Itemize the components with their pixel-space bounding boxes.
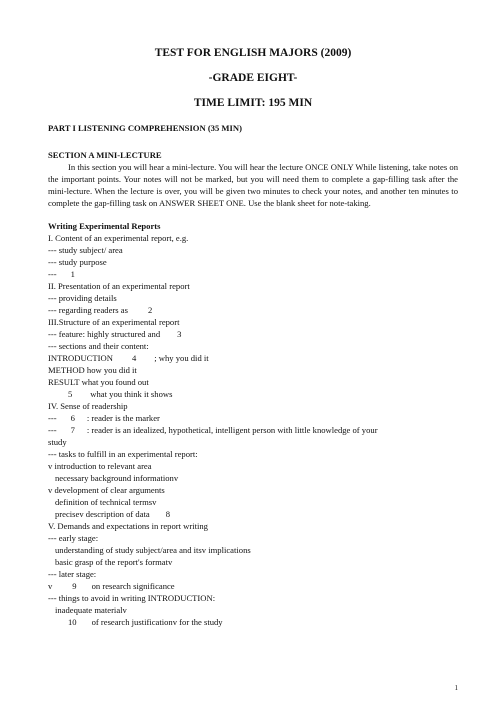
notes-text: : reader is the marker xyxy=(86,413,160,423)
section-heading: SECTION A MINI-LECTURE xyxy=(48,150,162,160)
gap-number-7: 7 xyxy=(70,425,75,435)
notes-text: : reader is an idealized, hypothetical, intelligent person with little knowledge of your xyxy=(86,425,378,435)
notes-line: IV. Sense of readership xyxy=(48,401,128,411)
dash-marker: --- xyxy=(48,269,57,279)
notes-text: v xyxy=(48,581,53,591)
notes-line: --- providing details xyxy=(48,293,117,303)
gap-number-6: 6 xyxy=(70,413,75,423)
notes-line: study xyxy=(48,437,67,447)
notes-line xyxy=(48,269,75,280)
notes-line xyxy=(55,509,170,520)
notes-text: ; why you did it xyxy=(154,353,209,363)
notes-line: --- things to avoid in writing INTRODUCTION: xyxy=(48,593,216,603)
notes-line xyxy=(48,389,172,400)
notes-heading: Writing Experimental Reports xyxy=(48,221,161,231)
document-title: TEST FOR ENGLISH MAJORS (2009) xyxy=(154,47,352,59)
gap-number-2: 2 xyxy=(147,305,153,315)
notes-line: II. Presentation of an experimental report xyxy=(48,281,190,291)
notes-line: definition of technical termsv xyxy=(55,497,157,507)
notes-text: of research justificationv for the study xyxy=(91,617,223,627)
notes-line: III.Structure of an experimental report xyxy=(48,317,180,327)
notes-line xyxy=(48,581,175,592)
notes-text: what you think it shows xyxy=(90,389,173,399)
notes-line: understanding of study subject/area and itsv implications xyxy=(55,545,251,555)
notes-line xyxy=(48,413,160,424)
notes-text: --- feature: highly structured and xyxy=(48,329,161,339)
notes-line xyxy=(48,329,181,340)
notes-line: --- study purpose xyxy=(48,257,107,267)
dash-marker: --- xyxy=(48,413,57,423)
gap-number-1: 1 xyxy=(70,269,75,279)
grade-heading: -GRADE EIGHT- xyxy=(208,72,298,84)
notes-text: on research significance xyxy=(91,581,175,591)
instructions-paragraph: In this section you will hear a mini-lecture. You will hear the lecture ONCE ONLY While listening, take notes on the important points. Your notes will not be marked, but you will need them to complete a gap-filling task after the mini-lecture. When the lecture is over, you will be given two minutes to check your notes, and another ten minutes to complete the gap-filling task on ANSWER SHEET ONE. Use the blank sheet for note-taking. xyxy=(48,162,458,208)
notes-line: v development of clear arguments xyxy=(48,485,165,495)
notes-line: necessary background informationv xyxy=(55,473,179,483)
notes-line: basic grasp of the report's formatv xyxy=(55,557,173,567)
notes-line: --- later stage: xyxy=(48,569,97,579)
notes-line: I. Content of an experimental report, e.g. xyxy=(48,233,189,243)
notes-line: --- sections and their content: xyxy=(48,341,149,351)
gap-number-5: 5 xyxy=(68,389,73,399)
notes-line: V. Demands and expectations in report writing xyxy=(48,521,208,531)
gap-number-3: 3 xyxy=(177,329,182,339)
notes-text: INTRODUCTION xyxy=(48,353,113,363)
notes-text: --- regarding readers as xyxy=(48,305,128,315)
notes-line: v introduction to relevant area xyxy=(48,461,152,471)
page-number: 1 xyxy=(454,684,458,692)
gap-number-4: 4 xyxy=(131,353,137,363)
gap-number-8: 8 xyxy=(165,509,171,519)
notes-line xyxy=(48,305,152,316)
notes-line xyxy=(48,425,378,436)
notes-line xyxy=(48,617,223,628)
notes-line: --- tasks to fulfill in an experimental report: xyxy=(48,449,198,459)
gap-number-10: 10 xyxy=(68,617,77,627)
notes-line: --- study subject/ area xyxy=(48,245,123,255)
time-limit-heading: TIME LIMIT: 195 MIN xyxy=(193,97,313,109)
dash-marker: --- xyxy=(48,425,57,435)
notes-line: RESULT what you found out xyxy=(48,377,149,387)
notes-line xyxy=(48,353,209,364)
notes-line: inadequate materialv xyxy=(55,605,127,615)
gap-number-9: 9 xyxy=(72,581,77,591)
notes-text: precisev description of data xyxy=(55,509,150,519)
part-heading: PART I LISTENING COMPREHENSION (35 MIN) xyxy=(48,123,242,133)
notes-line: --- early stage: xyxy=(48,533,99,543)
notes-line: METHOD how you did it xyxy=(48,365,137,375)
